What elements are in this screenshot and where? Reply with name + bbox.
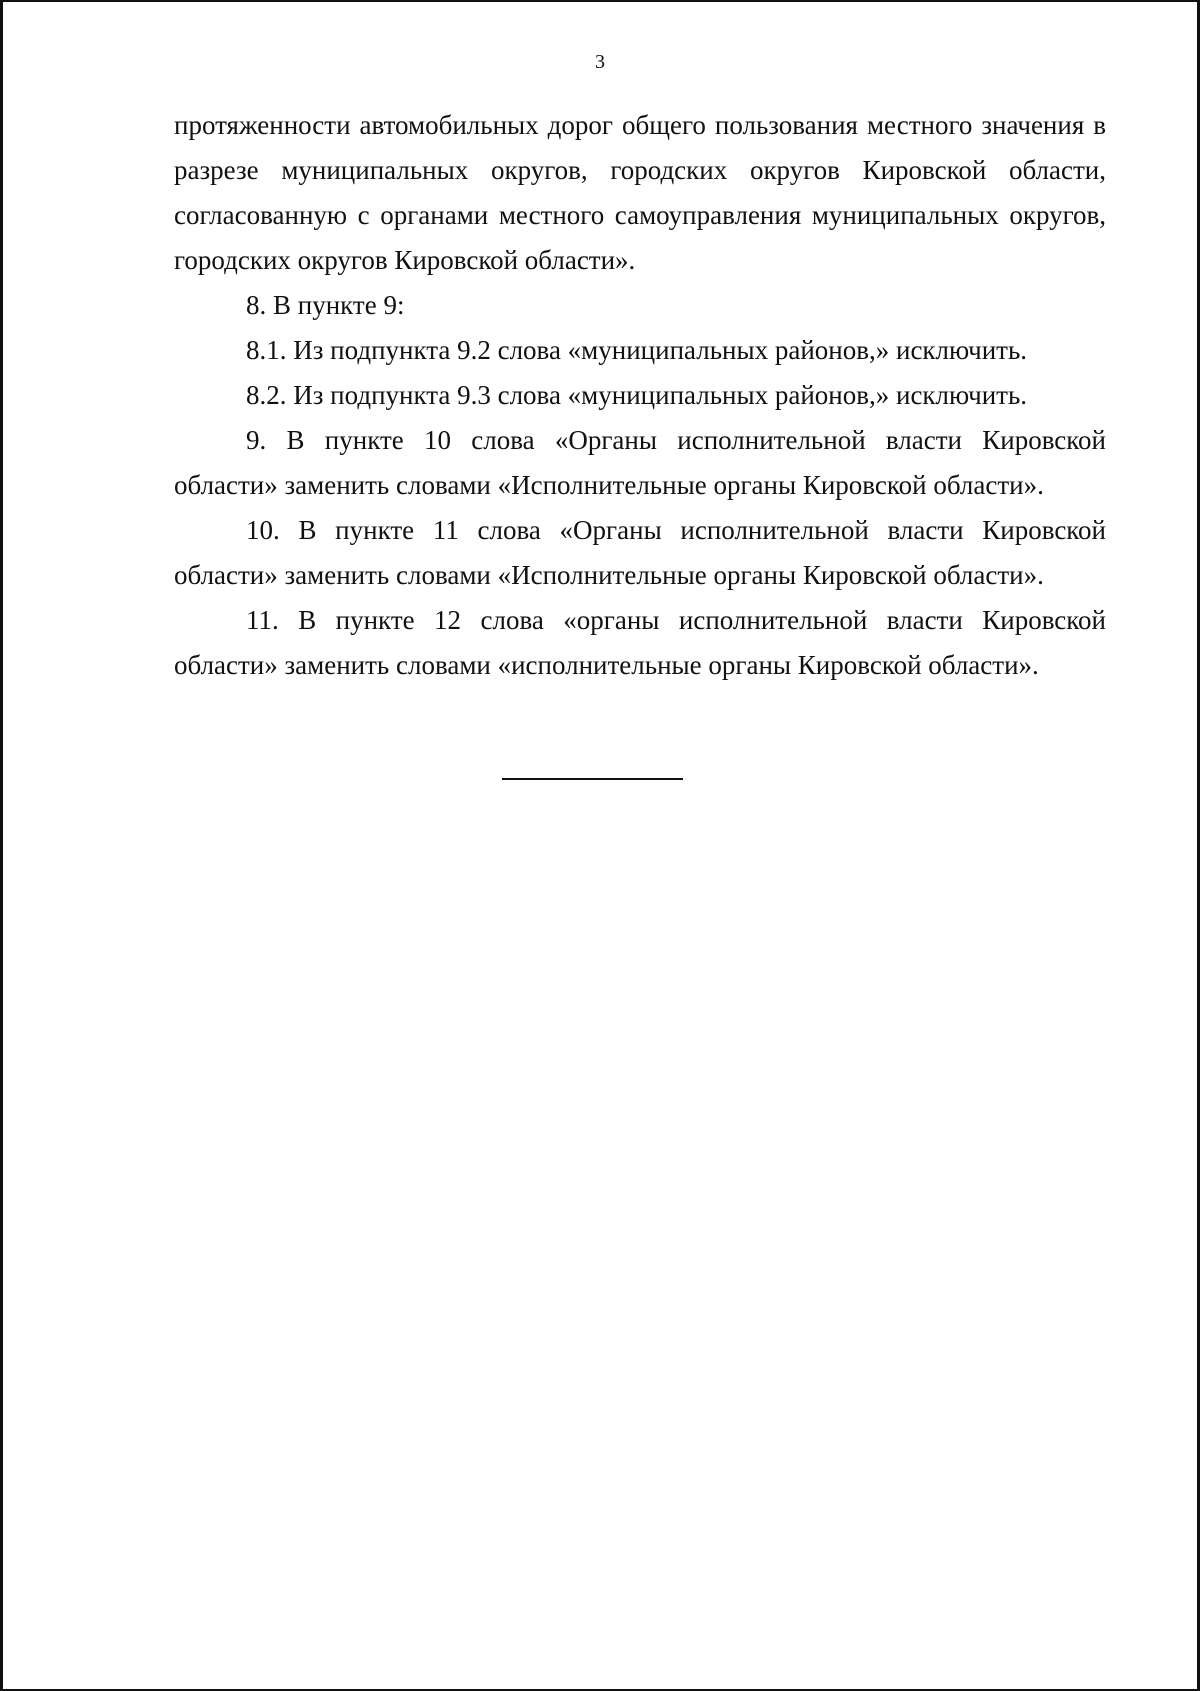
paragraph-item-9: 9. В пункте 10 слова «Органы исполнительной власти Кировской области» заменить словами «Исполнительные органы Кировской области». bbox=[174, 425, 1106, 500]
paragraph-item-11: 11. В пункте 12 слова «органы исполнительной власти Кировской области» заменить словами «исполнительные органы Кировской области». bbox=[174, 605, 1106, 680]
end-separator-line bbox=[502, 778, 683, 780]
paragraph-item-8: 8. В пункте 9: bbox=[246, 290, 405, 320]
paragraph-item-8-2: 8.2. Из подпункта 9.3 слова «муниципальных районов,» исключить. bbox=[246, 380, 1028, 410]
paragraph-item-10: 10. В пункте 11 слова «Органы исполнительной власти Кировской области» заменить словами «Исполнительные органы Кировской области». bbox=[174, 515, 1106, 590]
paragraph-continuation: протяженности автомобильных дорог общего пользования местного значения в разрезе муниципальных округов, городских округов Кировской области, согласованную с органами местного самоуправления муниципальных округов, городских округов Кировской области». bbox=[174, 110, 1106, 275]
document-body bbox=[174, 103, 1106, 688]
page-number: 3 bbox=[595, 51, 605, 73]
paragraph-item-8-1: 8.1. Из подпункта 9.2 слова «муниципальных районов,» исключить. bbox=[246, 335, 1028, 365]
